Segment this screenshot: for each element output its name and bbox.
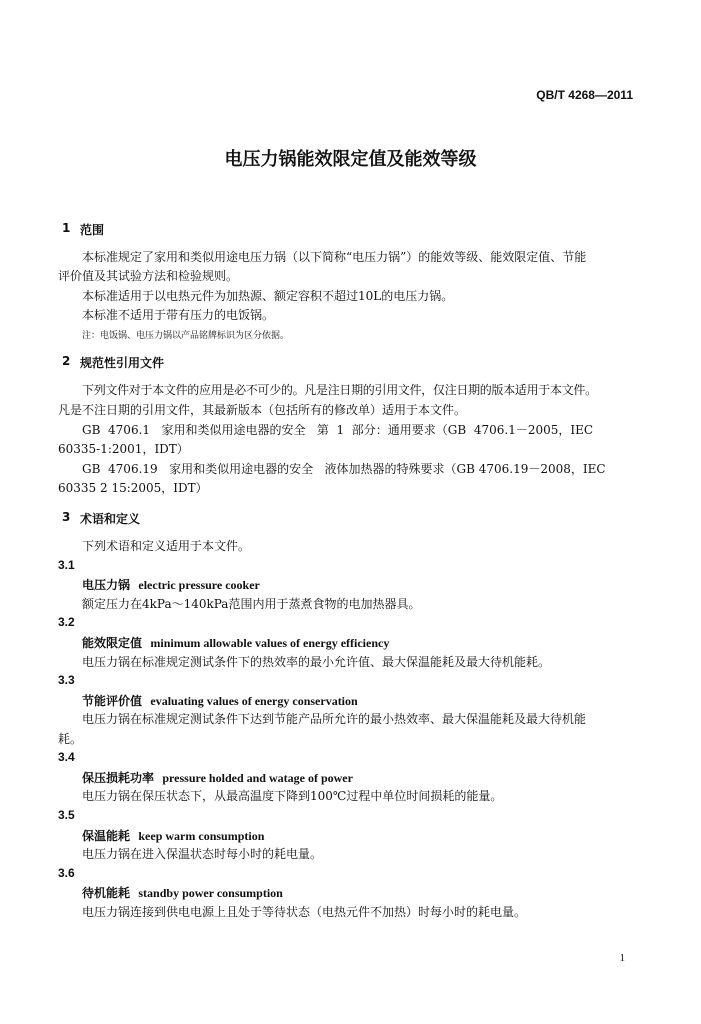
term-definition: 额定压力在4kPa～140kPa范围内用于蒸煮食物的电加热器具。 xyxy=(82,597,421,611)
section-1-note: 注：电饭锅、电压力锅以产品铭牌标识为区分依据。 xyxy=(82,331,290,341)
term-number: 3.4 xyxy=(58,750,75,764)
term-heading xyxy=(82,634,389,651)
term-en: evaluating values of energy conservation xyxy=(150,694,358,708)
section-1-para-3: 本标准不适用于带有压力的电饭锅。 xyxy=(82,308,275,322)
term-number: 3.1 xyxy=(58,558,75,572)
section-1-para-1-line-2: 评价值及其试验方法和检验规则。 xyxy=(58,269,239,283)
term-number: 3.3 xyxy=(58,673,75,687)
term-en: pressure holded and watage of power xyxy=(162,771,353,785)
term-zh: 保温能耗 xyxy=(82,829,131,843)
reference-1-line-2: 60335-1:2001，IDT） xyxy=(58,442,189,456)
section-1-para-1-line-1: 本标准规定了家用和类似用途电压力锅（以下简称“电压力锅”）的能效等级、能效限定值、节能 xyxy=(82,250,587,264)
term-zh: 保压损耗功率 xyxy=(82,771,155,785)
term-zh: 能效限定值 xyxy=(82,636,143,650)
term-zh: 待机能耗 xyxy=(82,886,131,900)
reference-2-line-2: 60335 2 15:2005，IDT） xyxy=(58,481,208,495)
standard-code: QB/T 4268—2011 xyxy=(536,88,633,102)
term-definition: 电压力锅在保压状态下，从最高温度下降到100℃过程中单位时间损耗的能量。 xyxy=(82,789,503,803)
section-2-heading: 规范性引用文件 xyxy=(80,356,165,370)
section-3-number: 3 xyxy=(62,510,71,524)
term-heading xyxy=(82,884,283,901)
page-number: 1 xyxy=(619,952,625,964)
document-title: 电压力锅能效限定值及能效等级 xyxy=(224,149,477,170)
term-zh: 节能评价值 xyxy=(82,694,143,708)
term-heading xyxy=(82,692,358,709)
section-2-para-1-line-1: 下列文件对于本文件的应用是必不可少的。凡是注日期的引用文件，仅注日期的版本适用于本文件。 xyxy=(82,383,597,397)
term-definition: 电压力锅连接到供电电源上且处于等待状态（电热元件不加热）时每小时的耗电量。 xyxy=(82,905,527,919)
section-2-para-1-line-2: 凡是不注日期的引用文件，其最新版本（包括所有的修改单）适用于本文件。 xyxy=(58,403,467,417)
term-heading xyxy=(82,827,264,844)
section-2-number: 2 xyxy=(62,354,71,368)
section-1-number: 1 xyxy=(62,221,71,235)
term-definition: 电压力锅在进入保温状态时每小时的耗电量。 xyxy=(82,847,323,861)
term-number: 3.5 xyxy=(58,808,75,822)
term-heading xyxy=(82,769,353,786)
section-3-heading: 术语和定义 xyxy=(80,512,141,526)
term-en: keep warm consumption xyxy=(138,829,265,843)
term-zh: 电压力锅 xyxy=(82,578,131,592)
reference-1-line-1: GB 4706.1 家用和类似用途电器的安全 第 1 部分：通用要求（GB 4706.1－2005，IEC xyxy=(82,423,594,437)
term-definition-continued: 耗。 xyxy=(58,732,83,746)
term-number: 3.2 xyxy=(58,615,75,629)
reference-2-line-1: GB 4706.19 家用和类似用途电器的安全 液体加热器的特殊要求（GB 4706.19－2008，IEC xyxy=(82,462,606,476)
term-heading xyxy=(82,576,260,593)
term-number: 3.6 xyxy=(58,866,75,880)
section-1-heading: 范围 xyxy=(80,223,105,237)
term-definition: 电压力锅在标准规定测试条件下达到节能产品所允许的最小热效率、最大保温能耗及最大待机能 xyxy=(82,712,587,726)
section-3-intro: 下列术语和定义适用于本文件。 xyxy=(82,539,251,553)
section-1-para-2: 本标准适用于以电热元件为加热源、额定容积不超过10L的电压力锅。 xyxy=(82,289,454,303)
term-definition: 电压力锅在标准规定测试条件下的热效率的最小允许值、最大保温能耗及最大待机能耗。 xyxy=(82,655,551,669)
term-en: minimum allowable values of energy efficiency xyxy=(150,636,390,650)
term-en: standby power consumption xyxy=(138,886,283,900)
term-en: electric pressure cooker xyxy=(138,578,260,592)
